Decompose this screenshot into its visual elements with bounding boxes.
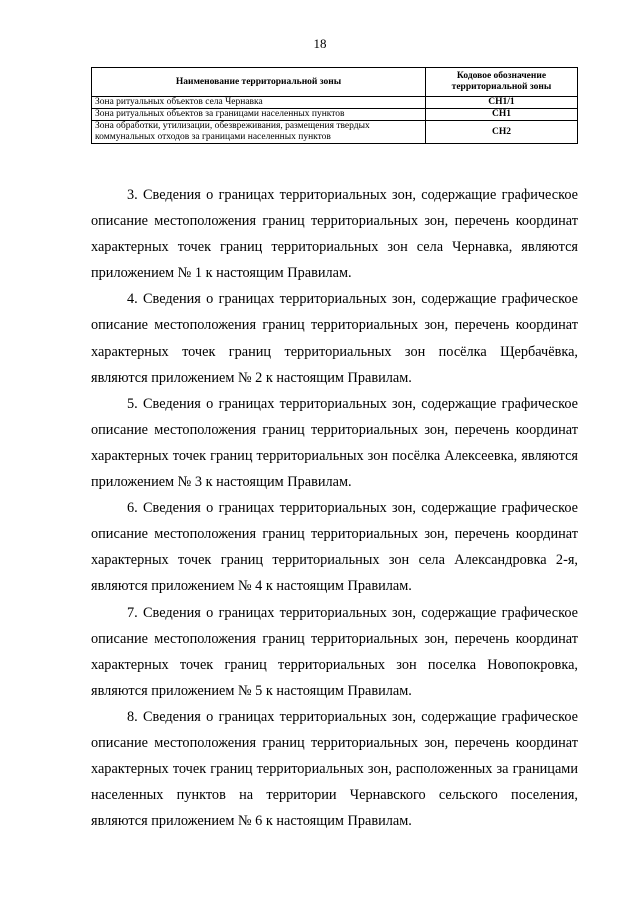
document-body — [91, 182, 578, 834]
paragraph: 6. Сведения о границах территориальных зон, содержащие графическое описание местоположения границ территориальных зон, перечень координат характерных точек границ территориальных зон села Александровка 2-я, являются приложением № 4 к настоящим Правилам. — [91, 500, 578, 595]
table-header-row — [92, 68, 578, 97]
zone-name-cell: Зона ритуальных объектов за границами населенных пунктов — [92, 109, 426, 121]
zone-name-cell: Зона ритуальных объектов села Чернавка — [92, 97, 426, 109]
page-number: 18 — [313, 36, 327, 51]
zones-table — [91, 67, 578, 144]
table-row — [92, 109, 578, 121]
paragraph: 5. Сведения о границах территориальных зон, содержащие графическое описание местоположения границ территориальных зон, перечень координат характерных точек границ территориальных зон посёлка Алексеевка, являются приложением № 3 к настоящим Правилам. — [91, 395, 578, 491]
zone-name-cell: Зона обработки, утилизации, обезвреживания, размещения твердых коммунальных отходов за границами населенных пунктов — [92, 121, 426, 144]
zone-code-cell: СН2 — [426, 121, 578, 144]
zone-code-cell: СН1/1 — [426, 97, 578, 109]
table-row — [92, 121, 578, 144]
column-header-zone-name: Наименование территориальной зоны — [92, 68, 426, 97]
paragraph: 4. Сведения о границах территориальных зон, содержащие графическое описание местоположения границ территориальных зон, перечень координат характерных точек границ территориальных зон посёлка Щербачёвка, являются приложением № 2 к настоящим Правилам. — [91, 291, 578, 386]
paragraph: 7. Сведения о границах территориальных зон, содержащие графическое описание местоположения границ территориальных зон, перечень координат характерных точек границ территориальных зон поселка Новопокровка, являются приложением № 5 к настоящим Правилам. — [91, 604, 578, 699]
table-row — [92, 97, 578, 109]
paragraph: 3. Сведения о границах территориальных зон, содержащие графическое описание местоположения границ территориальных зон, перечень координат характерных точек границ территориальных зон села Чернавка, являются приложением № 1 к настоящим Правилам. — [91, 187, 578, 282]
column-header-zone-code: Кодовое обозначение территориальной зоны — [426, 68, 578, 97]
paragraph: 8. Сведения о границах территориальных зон, содержащие графическое описание местоположения границ территориальных зон, перечень координат характерных точек границ территориальных зон, расположенных за границами населенных пунктов на территории Чернавского сельского поселения, являются приложением № 6 к настоящим Правилам. — [91, 708, 578, 830]
zone-code-cell: СН1 — [426, 109, 578, 121]
